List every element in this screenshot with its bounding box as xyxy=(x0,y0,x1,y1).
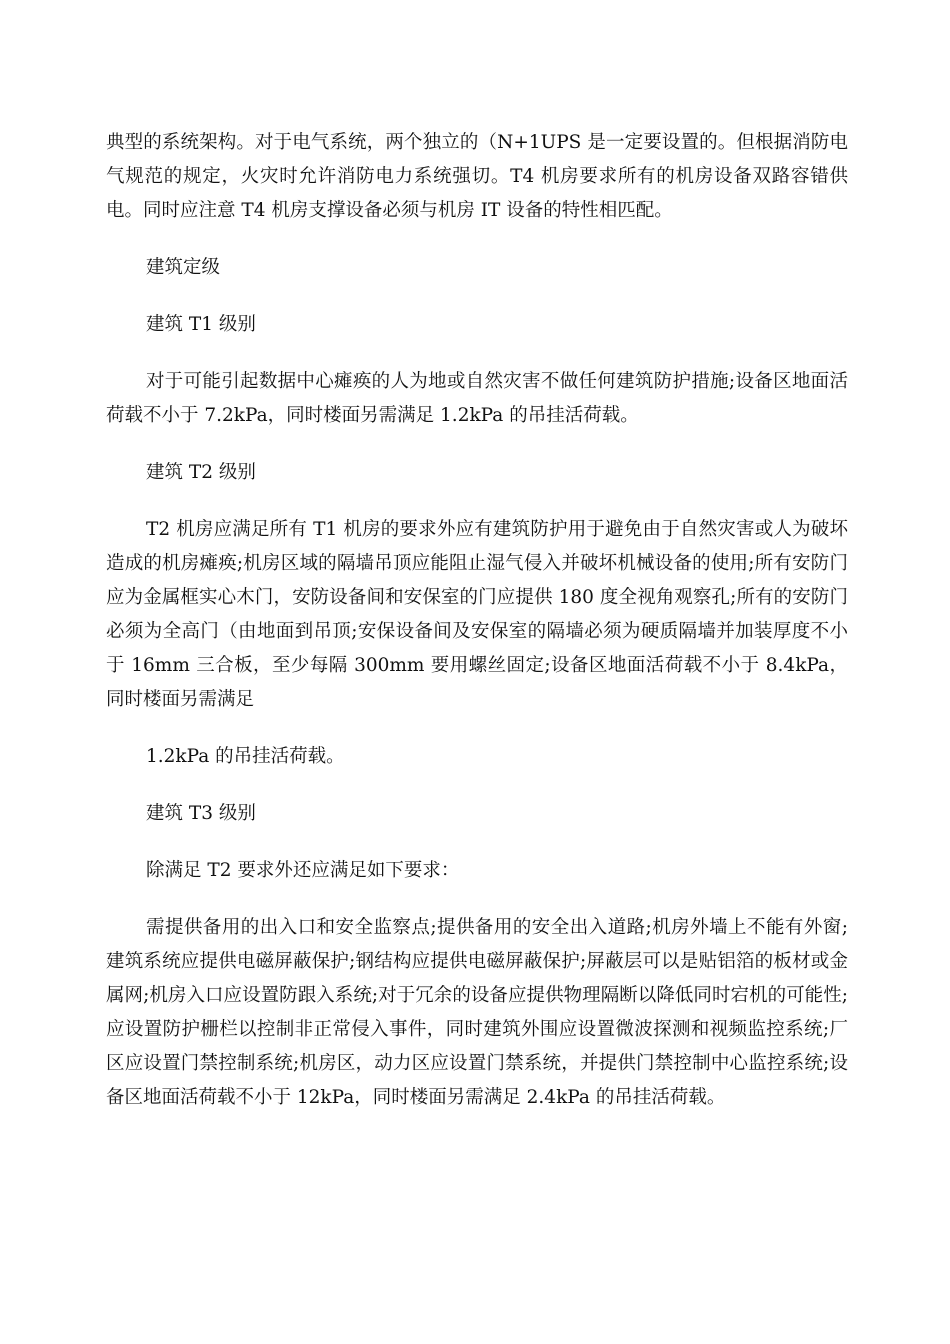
heading-building-t1: 建筑 T1 级别 xyxy=(146,314,256,335)
document-body xyxy=(106,126,848,1138)
paragraph-t1-requirements: 对于可能引起数据中心瘫痪的人为地或自然灾害不做任何建筑防护措施;设备区地面活荷载不小于 7.2kPa，同时楼面另需满足 1.2kPa 的吊挂活荷载。 xyxy=(106,371,848,426)
paragraph-t3-intro: 除满足 T2 要求外还应满足如下要求： xyxy=(146,860,460,881)
paragraph-system-architecture: 典型的系统架构。对于电气系统，两个独立的（N+1UPS 是一定要设置的。但根据消防电气规范的规定，火灾时允许消防电力系统强切。T4 机房要求所有的机房设备双路容错供电。同时应注意 T4 机房支撑设备必须与机房 IT 设备的特性相匹配。 xyxy=(106,132,848,221)
paragraph-t2-requirements: T2 机房应满足所有 T1 机房的要求外应有建筑防护用于避免由于自然灾害或人为破坏造成的机房瘫痪;机房区域的隔墙吊顶应能阻止湿气侵入并破坏机械设备的使用;所有安防门应为金属框实心木门，安防设备间和安保室的门应提供 180 度全视角观察孔;所有的安防门必须为全高门（由地面到吊顶;安保设备间及安保室的隔墙必须为硬质隔墙并加装厚度不小于 16mm 三合板，至少每隔 300mm 要用螺丝固定;设备区地面活荷载不小于 8.4kPa，同时楼面另需满足 xyxy=(106,519,848,710)
paragraph-t2-continuation: 1.2kPa 的吊挂活荷载。 xyxy=(146,746,345,767)
paragraph-t3-requirements: 需提供备用的出入口和安全监察点;提供备用的安全出入道路;机房外墙上不能有外窗;建筑系统应提供电磁屏蔽保护;钢结构应提供电磁屏蔽保护;屏蔽层可以是贴铝箔的板材或金属网;机房入口应设置防跟入系统;对于冗余的设备应提供物理隔断以降低同时宕机的可能性;应设置防护栅栏以控制非正常侵入事件，同时建筑外围应设置微波探测和视频监控系统;厂区应设置门禁控制系统;机房区，动力区应设置门禁系统，并提供门禁控制中心监控系统;设备区地面活荷载不小于 12kPa，同时楼面另需满足 2.4kPa 的吊挂活荷载。 xyxy=(106,917,848,1108)
heading-building-grading: 建筑定级 xyxy=(146,257,221,278)
heading-building-t2: 建筑 T2 级别 xyxy=(146,462,256,483)
heading-building-t3: 建筑 T3 级别 xyxy=(146,803,256,824)
